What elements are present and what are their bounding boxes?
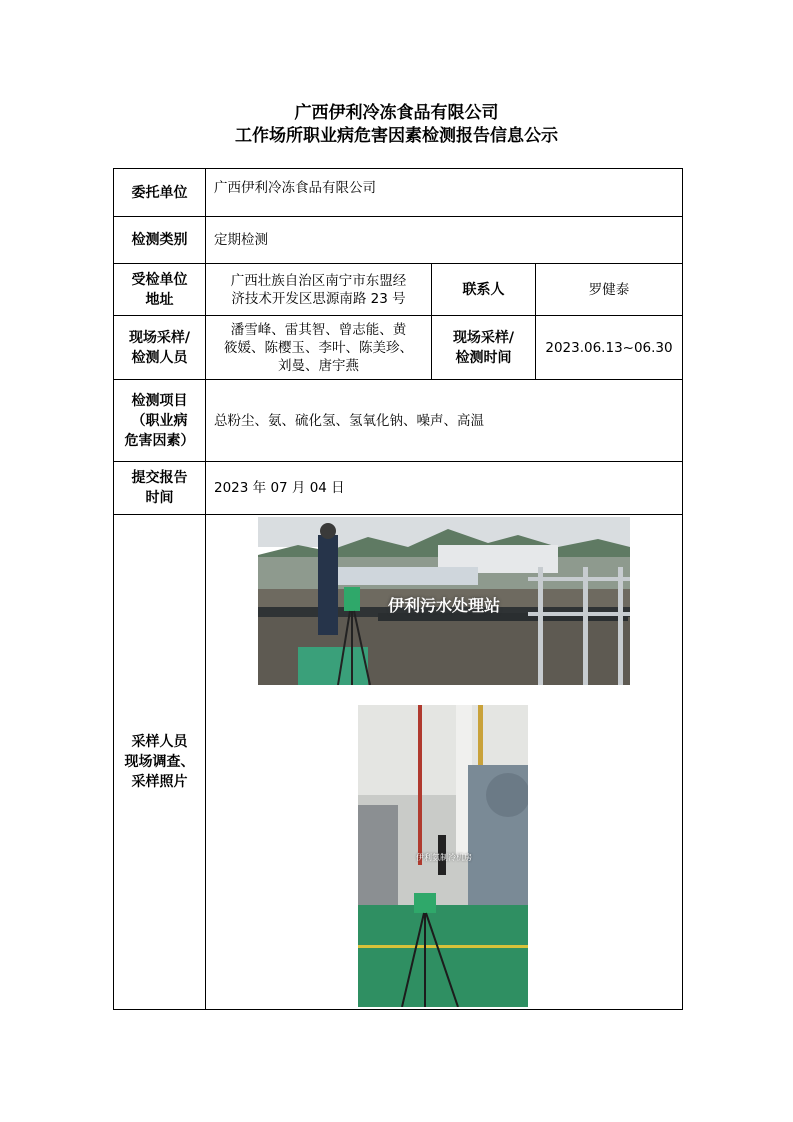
address-label: 受检单位 地址 (114, 264, 206, 316)
time-value: 2023.06.13~06.30 (536, 316, 683, 380)
sewage-station-photo (258, 517, 630, 685)
photo-label: 采样人员 现场调查、 采样照片 (114, 515, 206, 1010)
table-row (114, 462, 683, 515)
report-info-table (113, 168, 683, 1010)
client-value: 广西伊利冷冻食品有限公司 (206, 169, 683, 217)
table-row (114, 169, 683, 217)
table-row (114, 515, 683, 1010)
refrigeration-room-photo (358, 705, 528, 1007)
contact-label: 联系人 (432, 264, 536, 316)
time-label: 现场采样/ 检测时间 (432, 316, 536, 380)
photo1-caption: 伊利污水处理站 (388, 596, 501, 615)
report-title: 工作场所职业病危害因素检测报告信息公示 (235, 126, 558, 146)
staff-value: 潘雪峰、雷其智、曾志能、黄 筱媛、陈樱玉、李叶、陈美珍、 刘曼、唐宇燕 (206, 316, 432, 380)
submit-value: 2023 年 07 月 04 日 (206, 462, 683, 515)
client-label: 委托单位 (114, 169, 206, 217)
submit-label: 提交报告 时间 (114, 462, 206, 515)
items-label: 检测项目 （职业病 危害因素） (114, 380, 206, 462)
table-row (114, 217, 683, 264)
photo-cell (206, 515, 683, 1010)
photo2-caption: 伊利氨制冷机房 (416, 853, 472, 862)
table-row (114, 264, 683, 316)
items-value: 总粉尘、氨、硫化氢、氢氧化钠、噪声、高温 (206, 380, 683, 462)
table-row (114, 380, 683, 462)
table-row (114, 316, 683, 380)
company-title: 广西伊利冷冻食品有限公司 (294, 103, 499, 123)
type-label: 检测类别 (114, 217, 206, 264)
address-value: 广西壮族自治区南宁市东盟经 济技术开发区思源南路 23 号 (206, 264, 432, 316)
type-value: 定期检测 (206, 217, 683, 264)
contact-value: 罗健泰 (536, 264, 683, 316)
staff-label: 现场采样/ 检测人员 (114, 316, 206, 380)
